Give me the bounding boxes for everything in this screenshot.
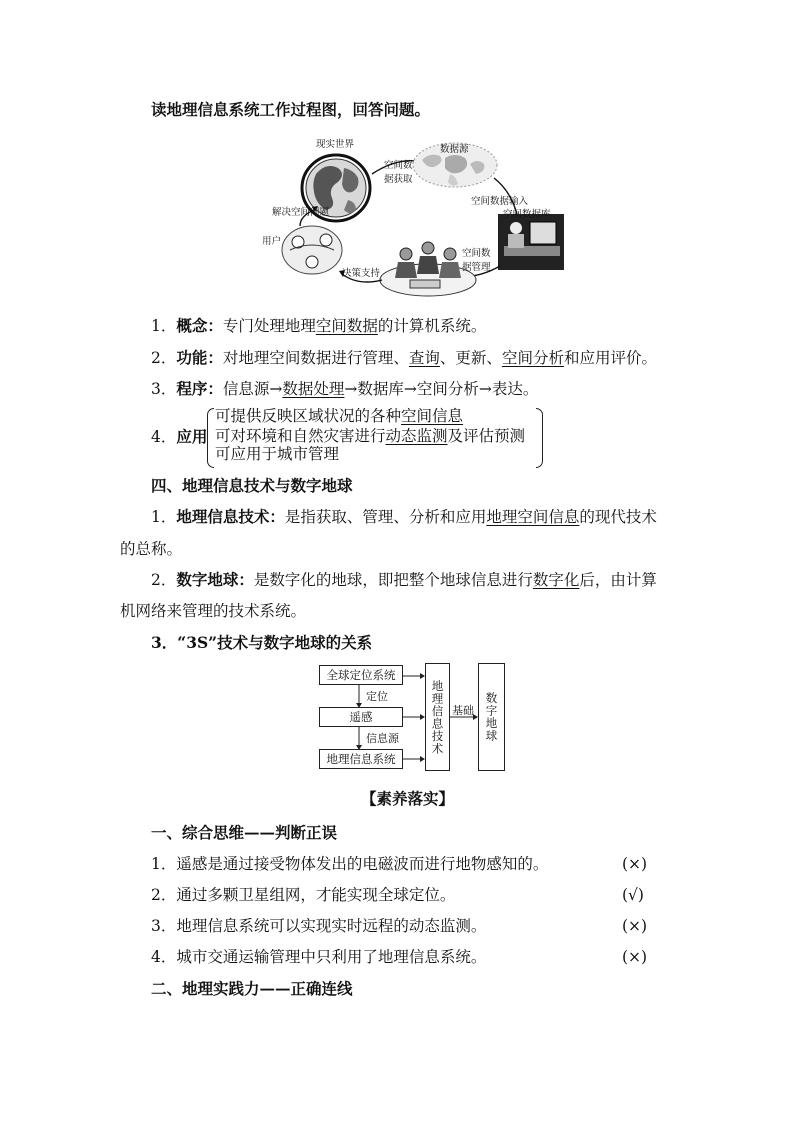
label-data-input: 空间数据输入 bbox=[471, 196, 529, 207]
right-brace bbox=[536, 408, 543, 468]
label-user: 用户 bbox=[262, 236, 282, 247]
section4-p1: 1．地理信息技术：是指获取、管理、分析和应用地理空间信息的现代技术 bbox=[151, 507, 657, 526]
label-database: 空间数据库 bbox=[503, 209, 551, 220]
answer-mark-4: (×) bbox=[622, 948, 648, 966]
section4-p1-cont: 的总称。 bbox=[120, 540, 183, 558]
label-decision: 决策支持 bbox=[342, 268, 381, 279]
answer-mark-1: (×) bbox=[622, 855, 648, 873]
intro-question: 读地理信息系统工作过程图，回答问题。 bbox=[151, 100, 431, 119]
question-2: 2．通过多颗卫星组网，才能实现全球定位。 bbox=[151, 886, 456, 904]
application-line-1: 可提供反映区域状况的各种空间信息 bbox=[215, 407, 464, 425]
label-mgmt-2: 据管理 bbox=[462, 262, 491, 273]
label-real-world: 现实世界 bbox=[316, 139, 355, 150]
gps-box: 全球定位系统 bbox=[319, 665, 403, 685]
item-application-label: 4．应用 bbox=[151, 427, 208, 446]
gis-box: 地理信息系统 bbox=[319, 749, 403, 769]
info-source-label: 信息源 bbox=[366, 732, 399, 745]
users-globe-icon bbox=[282, 226, 342, 274]
label-mgmt-1: 空间数 bbox=[462, 248, 491, 259]
section4-p3: 3．“3S”技术与数字地球的关系 bbox=[151, 633, 373, 652]
item-function: 2．功能：对地理空间数据进行管理、查询、更新、空间分析和应用评价。 bbox=[151, 348, 657, 367]
section4-heading: 四、地理信息技术与数字地球 bbox=[151, 476, 353, 495]
git-box: 地理信息技术 bbox=[425, 663, 450, 771]
answer-mark-3: (×) bbox=[622, 917, 648, 935]
section4-p2: 2．数字地球：是数字化的地球，即把整个地球信息进行数字化后，由计算 bbox=[151, 570, 657, 589]
practice-title: 【素养落实】 bbox=[361, 789, 455, 808]
rs-box: 遥感 bbox=[319, 707, 403, 727]
digital-earth-box: 数字地球 bbox=[478, 663, 505, 771]
item-procedure: 3．程序：信息源→数据处理→数据库→空间分析→表达。 bbox=[151, 379, 539, 398]
question-1: 1．遥感是通过接受物体发出的电磁波而进行地物感知的。 bbox=[151, 855, 549, 873]
label-solve: 解决空间问题 bbox=[272, 207, 330, 218]
section4-p2-cont: 机网络来管理的技术系统。 bbox=[120, 602, 307, 620]
practice-section2: 二、地理实践力——正确连线 bbox=[151, 979, 353, 998]
positioning-label: 定位 bbox=[366, 690, 388, 703]
application-line-2: 可对环境和自然灾害进行动态监测及评估预测 bbox=[215, 427, 526, 445]
left-brace bbox=[207, 408, 214, 468]
computer-icon bbox=[498, 214, 564, 270]
3s-diagram bbox=[318, 660, 508, 772]
question-3: 3．地理信息系统可以实现实时远程的动态监测。 bbox=[151, 917, 487, 935]
gis-workflow-figure bbox=[250, 130, 570, 302]
basis-label: 基础 bbox=[452, 704, 474, 717]
label-spatial-acq-1: 空间数 bbox=[384, 160, 413, 171]
question-4: 4．城市交通运输管理中只利用了地理信息系统。 bbox=[151, 948, 487, 966]
label-spatial-acq-2: 据获取 bbox=[384, 174, 413, 185]
practice-section1: 一、综合思维——判断正误 bbox=[151, 823, 338, 842]
answer-mark-2: (√) bbox=[622, 886, 644, 904]
item-concept: 1．概念：专门处理地理空间数据的计算机系统。 bbox=[151, 316, 487, 335]
application-line-3: 可应用于城市管理 bbox=[215, 445, 340, 463]
label-data-source: 数据源 bbox=[440, 144, 469, 155]
